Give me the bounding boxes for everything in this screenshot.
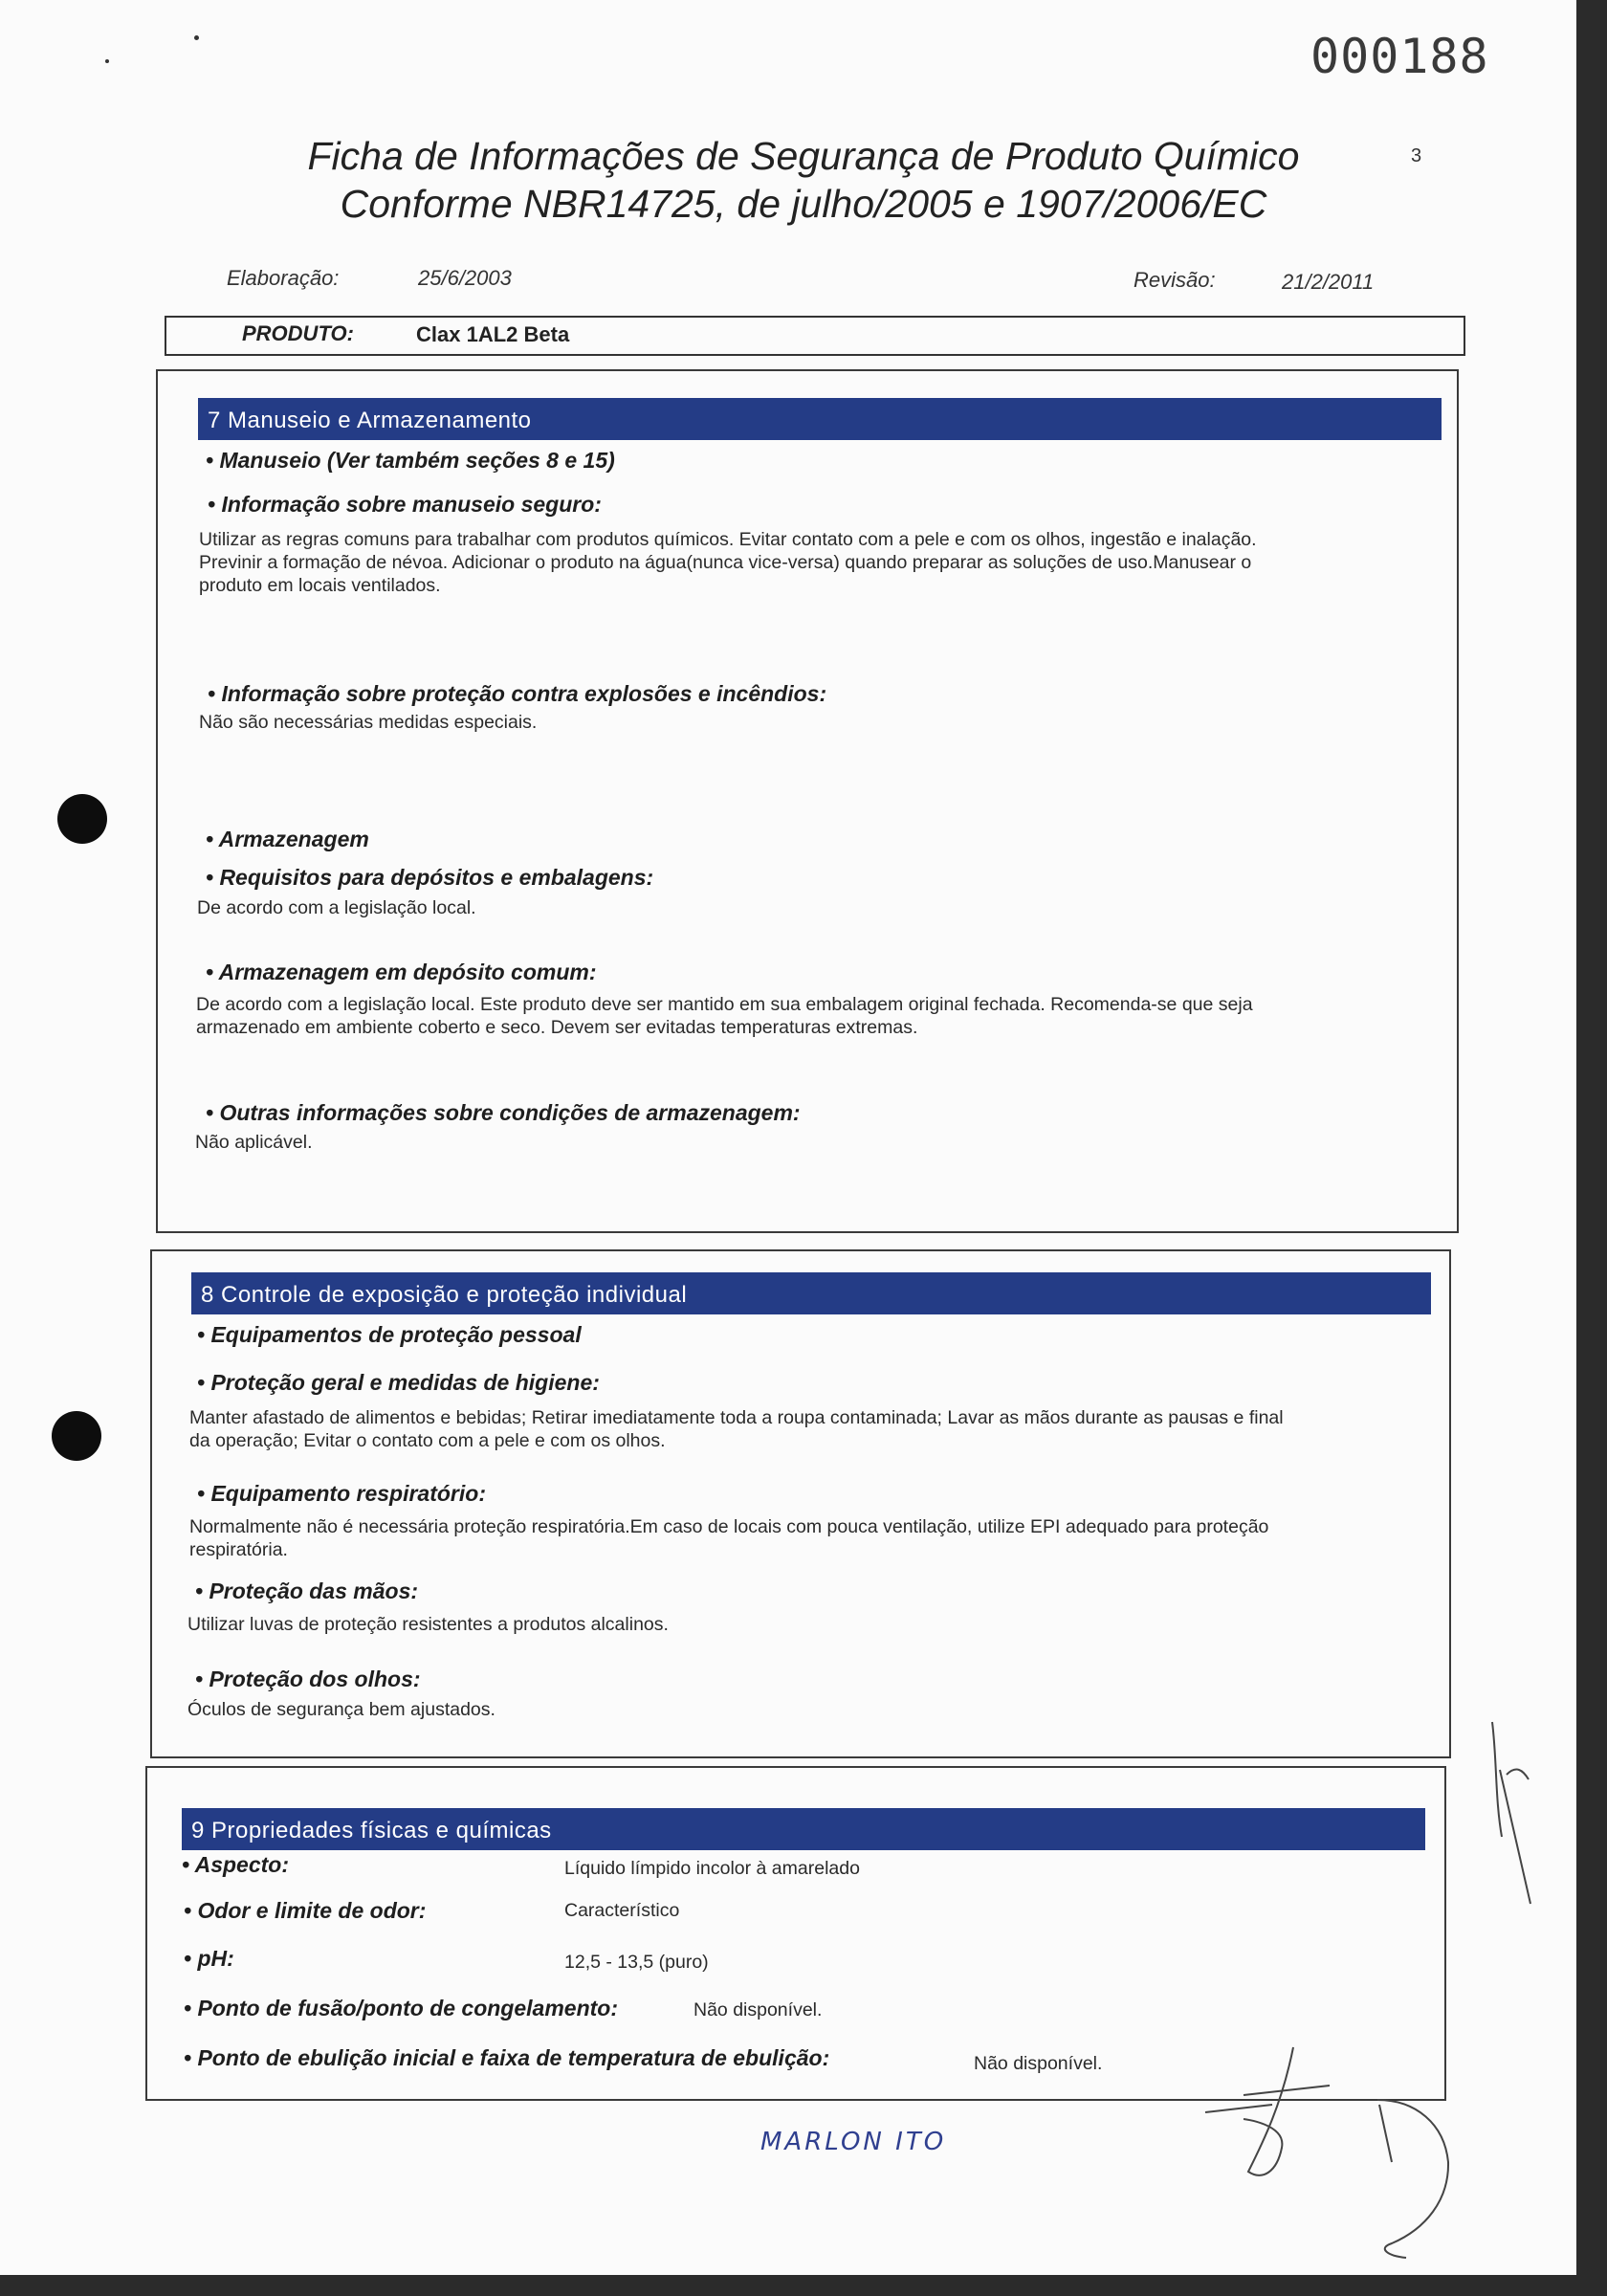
olhos-text: Óculos de segurança bem ajustados. — [187, 1699, 495, 1720]
signature-scribble-right — [1377, 2100, 1448, 2258]
epi-heading: • Equipamentos de proteção pessoal — [197, 1322, 582, 1347]
respiratorio-heading: • Equipamento respiratório: — [197, 1481, 486, 1506]
maos-text: Utilizar luvas de proteção resistentes a produtos alcalinos. — [187, 1614, 669, 1635]
text-line: Manter afastado de alimentos e bebidas; Retirar imediatamente toda a roupa contaminada; Lavar as mãos durante as pausas e final — [189, 1407, 1284, 1428]
armazenagem-heading: • Armazenagem — [206, 827, 369, 851]
revisao-label: Revisão: — [1134, 268, 1216, 292]
document-title-line2: Conforme NBR14725, de julho/2005 e 1907/2006/EC — [340, 182, 1267, 226]
underline-scribble — [1205, 2105, 1272, 2112]
text-line: produto em locais ventilados. — [199, 575, 441, 596]
text-line: armazenado em ambiente coberto e seco. Devem ser evitadas temperaturas extremas. — [196, 1017, 918, 1038]
text-line: respiratória. — [189, 1539, 288, 1560]
deposito-comum-heading: • Armazenagem em depósito comum: — [206, 960, 597, 984]
elaboracao-label: Elaboração: — [227, 266, 340, 290]
property-value-odor: Característico — [564, 1900, 680, 1921]
property-value-ebulicao: Não disponível. — [974, 2053, 1103, 2074]
explosoes-heading: • Informação sobre proteção contra explosões e incêndios: — [208, 681, 827, 706]
revisao-date: 21/2/2011 — [1282, 270, 1375, 294]
handwritten-note: MARLON ITO — [760, 2128, 947, 2156]
product-name: Clax 1AL2 Beta — [416, 322, 570, 346]
outras-heading: • Outras informações sobre condições de armazenagem: — [206, 1100, 801, 1125]
property-value-fusao: Não disponível. — [693, 1999, 823, 2020]
property-label-ebulicao: • Ponto de ebulição inicial e faixa de temperatura de ebulição: — [184, 2045, 830, 2070]
section-7-title: 7 Manuseio e Armazenamento — [198, 398, 1442, 440]
product-label: PRODUTO: — [242, 321, 354, 345]
section-9-title: 9 Propriedades físicas e químicas — [182, 1808, 1425, 1850]
maos-heading: • Proteção das mãos: — [195, 1578, 419, 1603]
signature-scribble-left — [1244, 2047, 1330, 2175]
document-title-line1: Ficha de Informações de Segurança de Produto Químico — [307, 134, 1300, 178]
initials-scribble-margin — [1492, 1722, 1530, 1904]
requisitos-text: De acordo com a legislação local. — [197, 897, 476, 918]
higiene-heading: • Proteção geral e medidas de higiene: — [197, 1370, 600, 1395]
text-line: Previnir a formação de névoa. Adicionar o produto na água(nunca vice-versa) quando preparar as soluções de uso.Manusear o — [199, 552, 1252, 573]
text-line: Normalmente não é necessária proteção respiratória.Em caso de locais com pouca ventilação, utilize EPI adequado para proteção — [189, 1516, 1269, 1537]
outras-text: Não aplicável. — [195, 1132, 313, 1153]
section-8-title: 8 Controle de exposição e proteção individual — [191, 1272, 1431, 1314]
elaboracao-date: 25/6/2003 — [418, 266, 512, 290]
property-label-fusao: • Ponto de fusão/ponto de congelamento: — [184, 1996, 618, 2020]
text-line: Utilizar as regras comuns para trabalhar com produtos químicos. Evitar contato com a pele e com os olhos, ingestão e inalação. — [199, 529, 1257, 550]
requisitos-heading: • Requisitos para depósitos e embalagens: — [206, 865, 654, 890]
document-stamp-number: 000188 — [1310, 29, 1489, 84]
manuseio-heading: • Manuseio (Ver também seções 8 e 15) — [206, 448, 615, 473]
property-value-ph: 12,5 - 13,5 (puro) — [564, 1952, 709, 1973]
page-number: 3 — [1411, 145, 1422, 166]
explosoes-text: Não são necessárias medidas especiais. — [199, 712, 538, 733]
property-label-ph: • pH: — [184, 1946, 234, 1971]
text-line: da operação; Evitar o contato com a pele e com os olhos. — [189, 1430, 666, 1451]
property-value-aspecto: Líquido límpido incolor à amarelado — [564, 1858, 860, 1879]
text-line: De acordo com a legislação local. Este produto deve ser mantido em sua embalagem original fechada. Recomenda-se que seja — [196, 994, 1253, 1015]
manuseio-seguro-heading: • Informação sobre manuseio seguro: — [208, 492, 602, 517]
property-label-odor: • Odor e limite de odor: — [184, 1898, 427, 1923]
olhos-heading: • Proteção dos olhos: — [195, 1667, 421, 1691]
property-label-aspecto: • Aspecto: — [182, 1852, 289, 1877]
